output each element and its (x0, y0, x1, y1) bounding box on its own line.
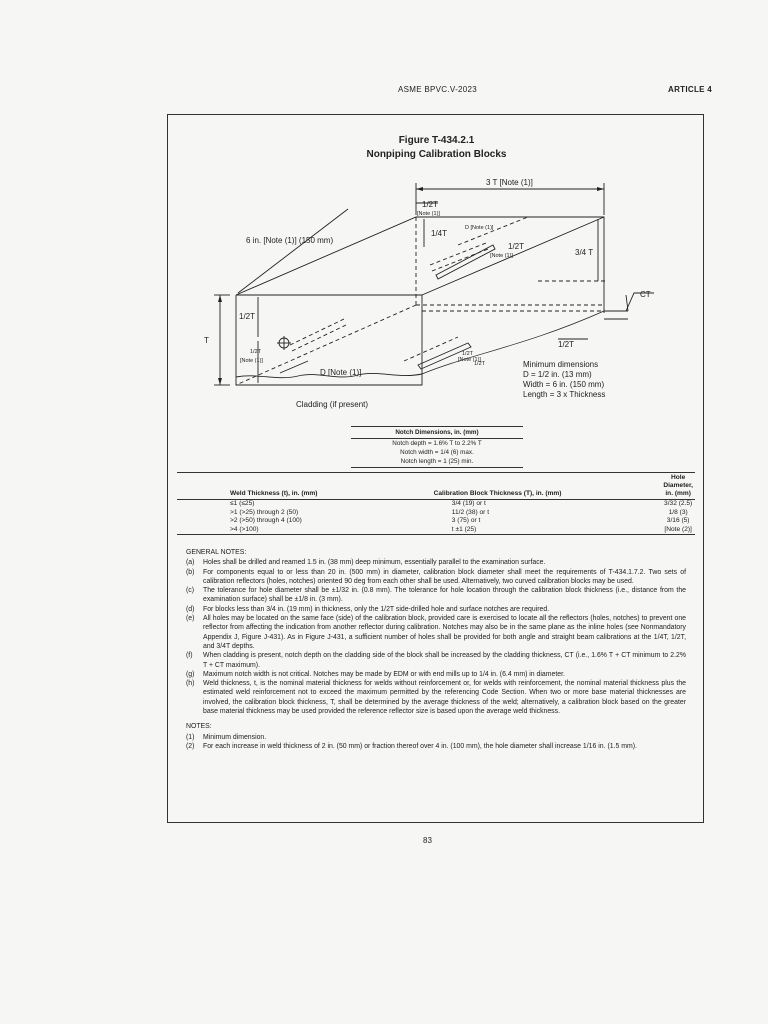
min-dims-title: Minimum dimensions (523, 360, 599, 369)
general-note (186, 651, 686, 670)
note-text: When cladding is present, notch depth on the cladding side of the block shall be increased by the cladding thickness, CT (i.e., 1.6% T + CT minimum to 2.2% T + CT maximum). (203, 652, 686, 669)
general-note (186, 679, 686, 716)
general-notes-heading: GENERAL NOTES: (186, 549, 247, 556)
general-note (186, 568, 686, 587)
column-header: Weld Thickness (t), in. (mm) (230, 490, 318, 497)
figure-number: Figure T-434.2.1 (398, 135, 475, 146)
note-text: Weld thickness, t, is the nominal material thickness for welds without reinforcement or, for welds with reinforcement, the nominal material thickness plus the estimated weld reinforcement not to exceed the maximum permitted by the referencing Code Section. When two or more base material thicknesses are involved, the calibration block thickness, T, shall be determined by the average thickness of the weld; alternatively, a calibration block based on the greater base material thickness may be used provided the reference reflector size is based upon the average weld thickness. (203, 680, 686, 716)
notch-row: Notch length = 1 (25) min. (400, 458, 474, 465)
table-row (177, 517, 695, 526)
table-cell: 3/32 (2.5) (664, 500, 693, 507)
min-dims-width: Width = 6 in. (150 mm) (523, 380, 605, 389)
note-label: (h) (186, 680, 195, 688)
table-row (177, 500, 695, 509)
note-label: (d) (186, 605, 195, 613)
general-note (186, 558, 686, 567)
page-number: 83 (423, 836, 432, 845)
note-text: Holes shall be drilled and reamed 1.5 in. (38 mm) deep minimum, essentially parallel to the examination surface. (203, 559, 546, 567)
notch-row: Notch depth = 1.6% T to 2.2% T (392, 440, 482, 447)
label-note-lower-left: [Note (1)] (240, 358, 263, 364)
general-note (186, 586, 686, 605)
label-half-t-lower-far: 1/2T (474, 361, 486, 367)
table-cell: t ±1 (25) (451, 525, 477, 533)
notch-header: Notch Dimensions, in. (mm) (351, 426, 523, 439)
table-cell: >1 (>25) through 2 (50) (230, 508, 299, 516)
label-ct: CT (640, 290, 651, 299)
note-label: (c) (186, 587, 195, 595)
note-label: (1) (186, 733, 195, 741)
note-label: (f) (186, 652, 193, 660)
table-cell: 3/16 (5) (666, 517, 690, 524)
note-text: Minimum dimension. (203, 733, 267, 741)
label-note-mid: [Note (1)] (490, 253, 513, 259)
note-text: For each increase in weld thickness of 2 in. (50 mm) or fraction thereof over 4 in. (100 mm), the hole diameter shall increase 1/16 in. (1.5 mm). (203, 742, 637, 750)
label-six-in: 6 in. [Note (1)] (150 mm) (246, 236, 334, 245)
table-cell: >4 (>100) (230, 525, 259, 533)
table-row (177, 509, 695, 518)
note-label: (2) (186, 742, 195, 750)
general-note (186, 605, 686, 614)
min-dims-d: D = 1/2 in. (13 mm) (523, 370, 592, 379)
note-label: (e) (186, 615, 195, 623)
label-quarter-t: 1/4T (431, 229, 448, 238)
min-dims-length: Length = 3 x Thickness (523, 390, 606, 399)
label-three-quarter-t: 3/4 T (575, 248, 594, 257)
column-header: Hole Diameter, in. (mm) (663, 474, 694, 497)
running-header: ASME BPVC.V-2023 (398, 85, 478, 94)
label-half-t-top-note: [Note (1)] (417, 211, 440, 217)
label-length: 3 T [Note (1)] (486, 178, 533, 187)
note (186, 742, 686, 751)
label-note-lower-right: [Note (1)] (458, 357, 481, 363)
table-cell: 11/2 (38) or t (451, 508, 490, 516)
label-half-t-lower: 1/2T (250, 349, 262, 355)
note-label: (a) (186, 559, 195, 567)
general-note (186, 614, 686, 651)
table-cell: 3 (75) or t (451, 517, 481, 524)
table-cell: 1/8 (3) (668, 508, 688, 516)
note-text: All holes may be located on the same face (side) of the calibration block, provided care is exercised to locate all the reflectors (holes, notches) to prevent one reflector from affecting the indication from another reflector during calibration. Notches may also be in the same plane as the inline holes (see Nonmandatory Appendix J, Figure J-431). As in Figure J-431, a sufficient number of holes shall be provided for both angle and straight beam calibrations at the 1/4T, 1/2T, and 3/4T depths. (203, 615, 686, 650)
table-cell: 3/4 (19) or t (451, 500, 486, 507)
note-text: Maximum notch width is not critical. Notches may be made by EDM or with end mills up to 1/4 in. (6.4 mm) in diameter. (203, 670, 565, 678)
notch-row: Notch width = 1/4 (6) max. (400, 449, 474, 456)
figure-title: Nonpiping Calibration Blocks (366, 149, 507, 160)
label-cladding: Cladding (if present) (296, 400, 369, 409)
figure-frame (167, 114, 704, 823)
notes-heading: NOTES: (186, 723, 212, 731)
label-d-note-bottom: D [Note (1)] (320, 368, 362, 377)
note-label: (b) (186, 568, 195, 576)
calibration-block-diagram (168, 115, 705, 415)
label-half-t-lower-right: 1/2T (462, 351, 474, 357)
notch-dimensions-table (351, 426, 523, 468)
table-cell: [Note (2)] (664, 525, 692, 533)
notes-section (186, 548, 686, 751)
label-t-left: T (204, 336, 209, 345)
column-header: Calibration Block Thickness (T), in. (mm) (433, 490, 562, 497)
label-half-t-top: 1/2T (422, 200, 439, 209)
label-half-t-right: 1/2T (558, 340, 575, 349)
label-half-t-mid: 1/2T (508, 242, 525, 251)
label-d-note-top: D [Note (1)] (465, 225, 494, 231)
general-note (186, 670, 686, 679)
note-label: (g) (186, 670, 195, 678)
table-row (177, 526, 695, 535)
weld-thickness-table (177, 472, 695, 535)
label-half-t-left: 1/2T (239, 312, 256, 321)
table-cell: ≤1 (≤25) (230, 500, 255, 507)
note (186, 733, 686, 742)
note-text: For components equal to or less than 20 in. (500 mm) in diameter, calibration block diameter shall meet the requirements of T-434.1.7.2. Two sets of calibration reflectors (holes, notches) oriented 90 deg from each other shall be used. Alternatively, two curved calibration blocks may be used. (203, 568, 686, 585)
article-label: ARTICLE 4 (668, 85, 713, 94)
note-text: The tolerance for hole diameter shall be ±1/32 in. (0.8 mm). The tolerance for hole location through the calibration block thickness (i.e., distance from the examination surface) shall be ±1/8 in. (3 mm). (203, 587, 686, 604)
note-text: For blocks less than 3/4 in. (19 mm) in thickness, only the 1/2T side-drilled hole and surface notches are required. (203, 605, 550, 613)
table-cell: >2 (>50) through 4 (100) (230, 517, 302, 524)
